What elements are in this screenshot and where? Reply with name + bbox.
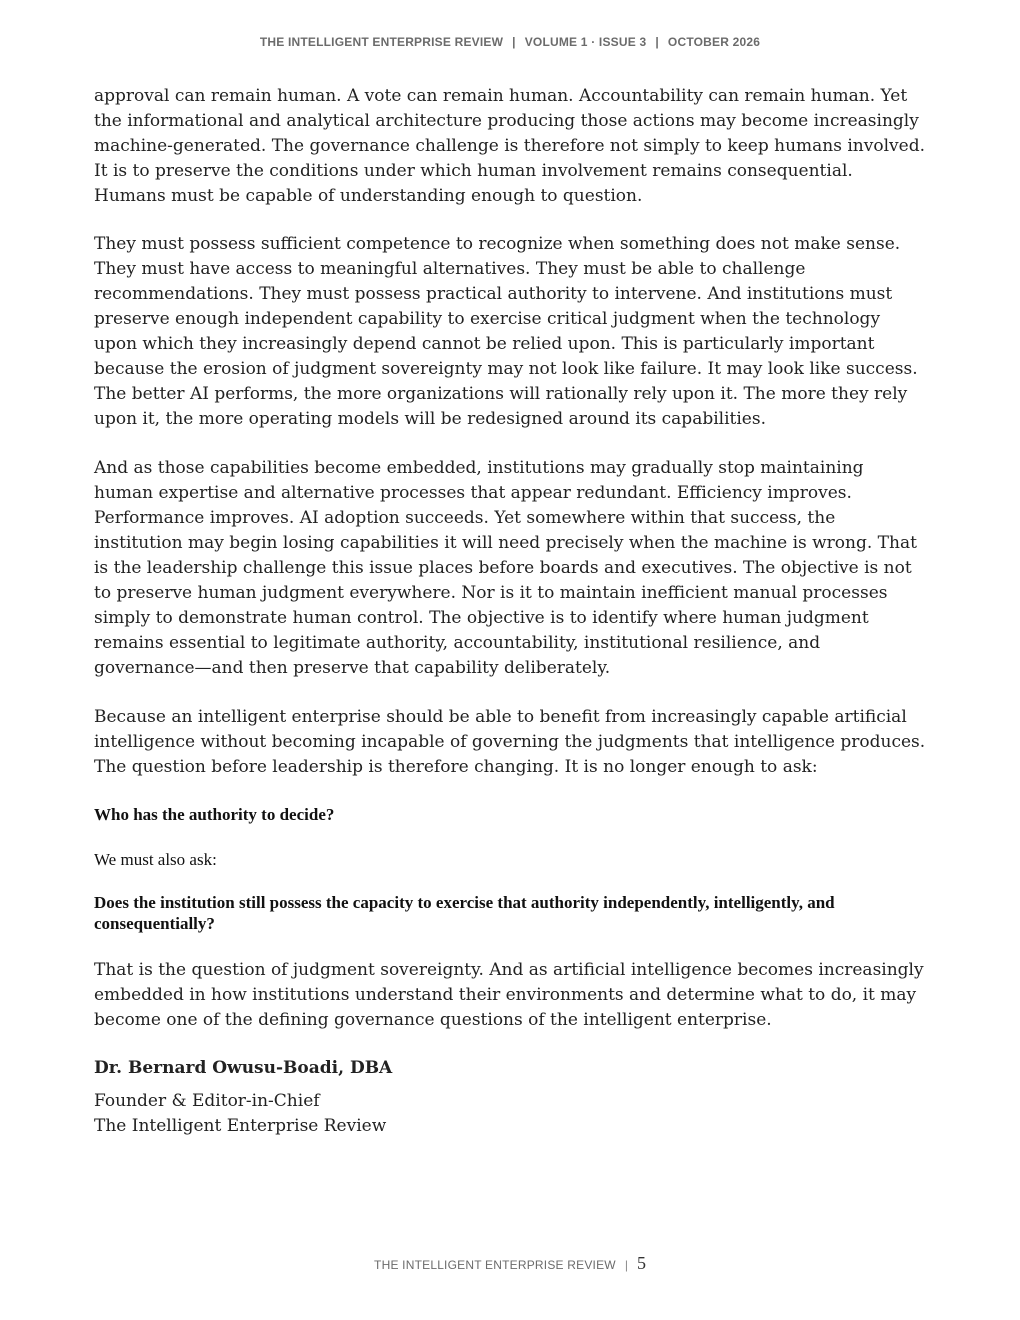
footer-publication: THE INTELLIGENT ENTERPRISE REVIEW: [374, 1258, 616, 1272]
author-organization: The Intelligent Enterprise Review: [94, 1116, 387, 1136]
body-paragraph: They must possess sufficient competence to recognize when something does not make sense. They must have access to meaningful alternatives. They must be able to challenge recommendations. They must possess practical authority to intervene. And institutions must preserve enough independent capability to exercise critical judgment when the technology upon which they increasingly depend cannot be relied upon. This is particularly important because the erosion of judgment sovereignty may not look like failure. It may look like success. The better AI performs, the more organizations will rationally rely upon it. The more they rely upon it, the more operating models will be redesigned around its capabilities.: [94, 234, 918, 429]
header-separator: |: [655, 35, 659, 49]
key-question-authority: Who has the authority to decide?: [94, 805, 335, 824]
header-separator: |: [512, 35, 516, 49]
author-title: Founder & Editor-in-Chief: [94, 1091, 320, 1111]
header-volume-issue: VOLUME 1 · ISSUE 3: [524, 35, 647, 49]
running-header: [0, 35, 1020, 49]
header-publication: THE INTELLIGENT ENTERPRISE REVIEW: [259, 35, 504, 49]
body-paragraph: Because an intelligent enterprise should be able to benefit from increasingly capable artificial intelligence without becoming incapable of governing the judgments that intelligence produces. The question before leadership is therefore changing. It is no longer enough to ask:: [94, 707, 926, 777]
footer-separator: |: [624, 1258, 628, 1272]
author-name: Dr. Bernard Owusu-Boadi, DBA: [94, 1058, 393, 1078]
header-date: OCTOBER 2026: [667, 35, 761, 49]
page-number: 5: [636, 1253, 646, 1273]
body-paragraph: approval can remain human. A vote can remain human. Accountability can remain human. Yet the informational and analytical architecture producing those actions may become increasingly machine-generated. The governance challenge is therefore not simply to keep humans involved. It is to preserve the conditions under which human involvement remains consequential. Humans must be capable of understanding enough to question.: [94, 86, 925, 206]
running-footer: [0, 1253, 1020, 1274]
closing-paragraph: That is the question of judgment sovereignty. And as artificial intelligence becomes increasingly embedded in how institutions understand their environments and determine what to do, it may become one of the defining governance questions of the intelligent enterprise.: [94, 960, 924, 1030]
body-paragraph: And as those capabilities become embedded, institutions may gradually stop maintaining human expertise and alternative processes that appear redundant. Efficiency improves. Performance improves. AI adoption succeeds. Yet somewhere within that success, the institution may begin losing capabilities it will need precisely when the machine is wrong. That is the leadership challenge this issue places before boards and executives. The objective is not to preserve human judgment everywhere. Nor is it to maintain inefficient manual processes simply to demonstrate human control. The objective is to identify where human judgment remains essential to legitimate authority, accountability, institutional resilience, and governance—and then preserve that capability deliberately.: [94, 458, 917, 678]
also-ask-line: We must also ask:: [94, 850, 217, 869]
key-question-capacity: Does the institution still possess the capacity to exercise that authority independently, intelligently, and consequentially?: [94, 893, 835, 933]
article-body: [94, 84, 926, 1139]
